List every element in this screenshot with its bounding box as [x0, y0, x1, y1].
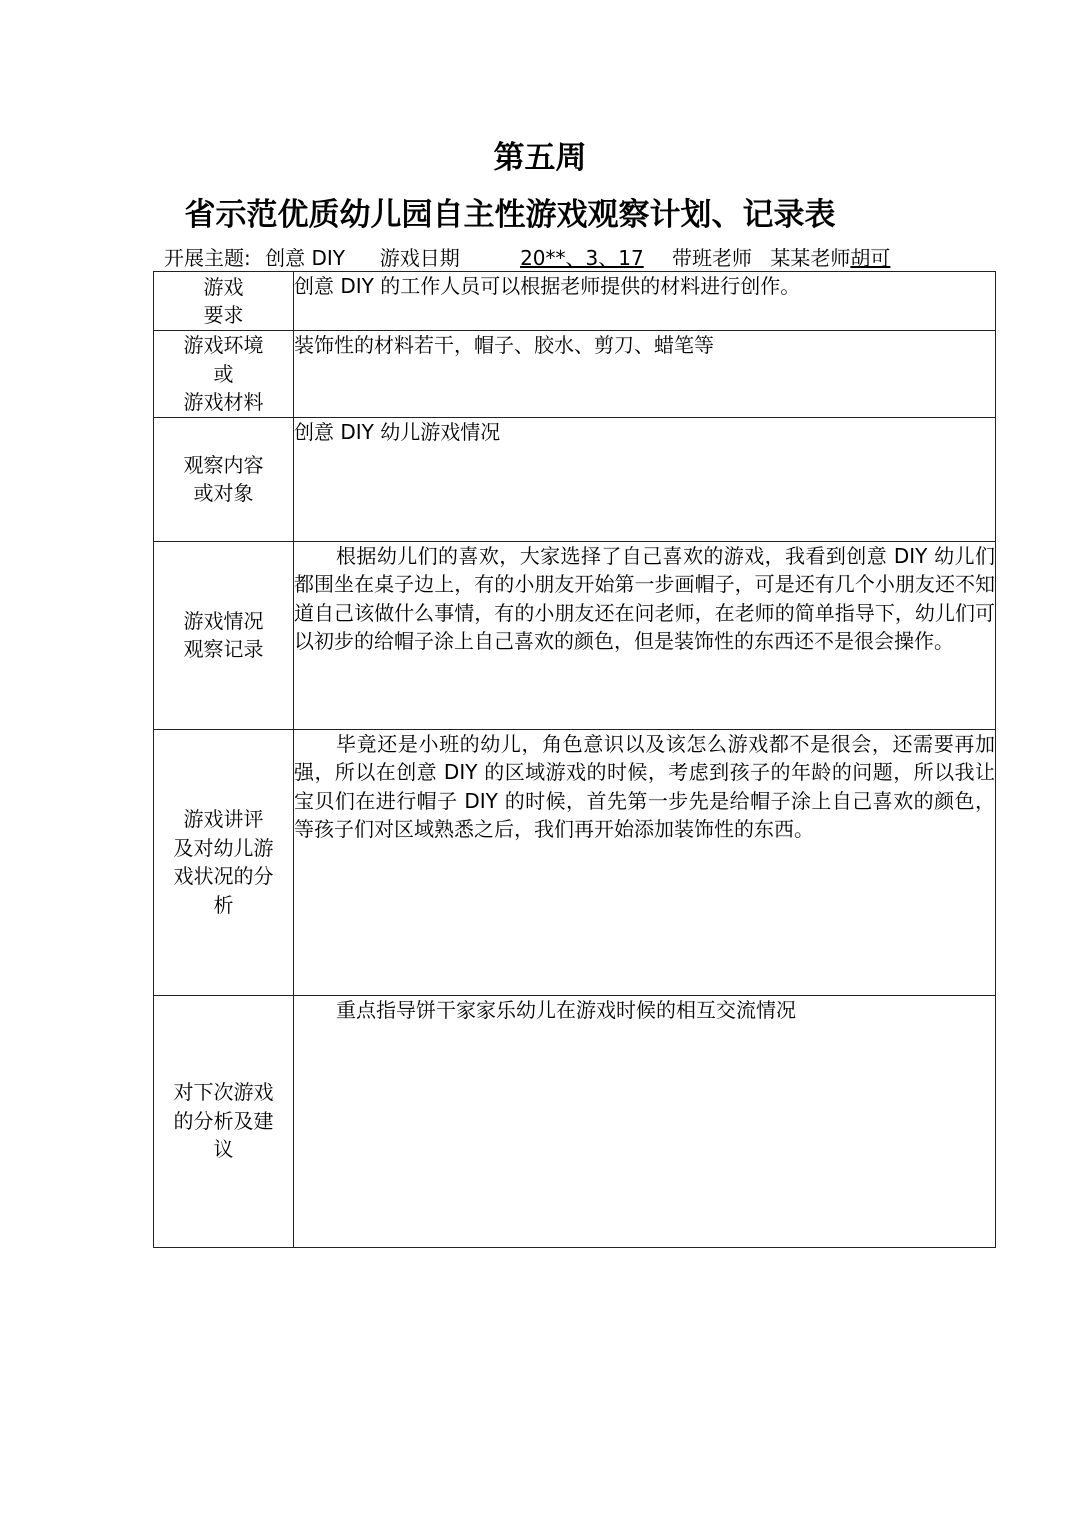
- row-content-requirements: 创意 DIY 的工作人员可以根据老师提供的材料进行创作。: [294, 272, 996, 331]
- label-line: 及对幼儿游: [173, 835, 274, 860]
- info-line: [164, 243, 890, 273]
- label-line: 或: [213, 361, 234, 386]
- row-label-requirements: [154, 272, 294, 331]
- label-line: 游戏讲评: [183, 807, 264, 831]
- row-label-environment: [154, 331, 294, 418]
- label-line: 游戏情况: [183, 608, 264, 633]
- table-row-observation-target: [154, 417, 996, 541]
- label-line: 析: [213, 892, 234, 917]
- label-line: 游戏环境: [183, 333, 264, 357]
- observation-record-table: [153, 271, 996, 1248]
- label-line: 游戏: [203, 274, 244, 299]
- theme-label: 开展主题:: [164, 246, 251, 270]
- row-label-observation-record: [154, 541, 294, 729]
- label-line: 观察内容: [183, 452, 264, 477]
- table-row-analysis: [154, 729, 996, 995]
- label-line: 要求: [203, 303, 244, 327]
- row-label-observation-target: [154, 417, 294, 541]
- row-content-observation-record: 根据幼儿们的喜欢，大家选择了自己喜欢的游戏，我看到创意 DIY 幼儿们都围坐在桌子边上，有的小朋友开始第一步画帽子，可是还有几个小朋友还不知道自己该做什么事情，有的小朋友还在问老师，在老师的简单指导下，幼儿们可以初步的给帽子涂上自己喜欢的颜色，但是装饰性的东西还不是很会操作。: [294, 541, 996, 729]
- document-title: 省示范优质幼儿园自主性游戏观察计划、记录表: [184, 197, 836, 233]
- label-line: 的分析及建: [173, 1108, 274, 1133]
- row-content-environment: 装饰性的材料若干，帽子、胶水、剪刀、蜡笔等: [294, 331, 996, 418]
- row-label-suggestions: [154, 995, 294, 1247]
- teacher-value: 某某老师: [770, 246, 851, 270]
- row-content-observation-target: 创意 DIY 幼儿游戏情况: [294, 417, 996, 541]
- week-title: 第五周: [493, 140, 587, 176]
- table-row-requirements: [154, 272, 996, 331]
- date-value: 20**、3、17: [520, 246, 644, 270]
- teacher-label: 带班老师: [672, 246, 753, 270]
- table-row-suggestions: [154, 995, 996, 1247]
- theme-value: 创意 DIY: [265, 246, 345, 270]
- row-content-suggestions: 重点指导饼干家家乐幼儿在游戏时候的相互交流情况: [294, 995, 996, 1247]
- label-line: 戏状况的分: [173, 864, 274, 888]
- label-line: 游戏材料: [183, 390, 264, 414]
- teacher-name: 胡可: [850, 246, 891, 270]
- table-row-observation-record: [154, 541, 996, 729]
- label-line: 观察记录: [183, 637, 264, 661]
- label-line: 议: [213, 1137, 234, 1162]
- row-content-analysis: 毕竟还是小班的幼儿，角色意识以及该怎么游戏都不是很会，还需要再加强，所以在创意 DIY 的区域游戏的时候，考虑到孩子的年龄的问题，所以我让宝贝们在进行帽子 DIY 的时候，首先第一步先是给帽子涂上自己喜欢的颜色，等孩子们对区域熟悉之后，我们再开始添加装饰性的东西。: [294, 729, 996, 995]
- row-label-analysis: [154, 729, 294, 995]
- date-label: 游戏日期: [379, 246, 460, 270]
- label-line: 对下次游戏: [173, 1080, 274, 1105]
- table-row-environment: [154, 331, 996, 418]
- label-line: 或对象: [193, 481, 254, 505]
